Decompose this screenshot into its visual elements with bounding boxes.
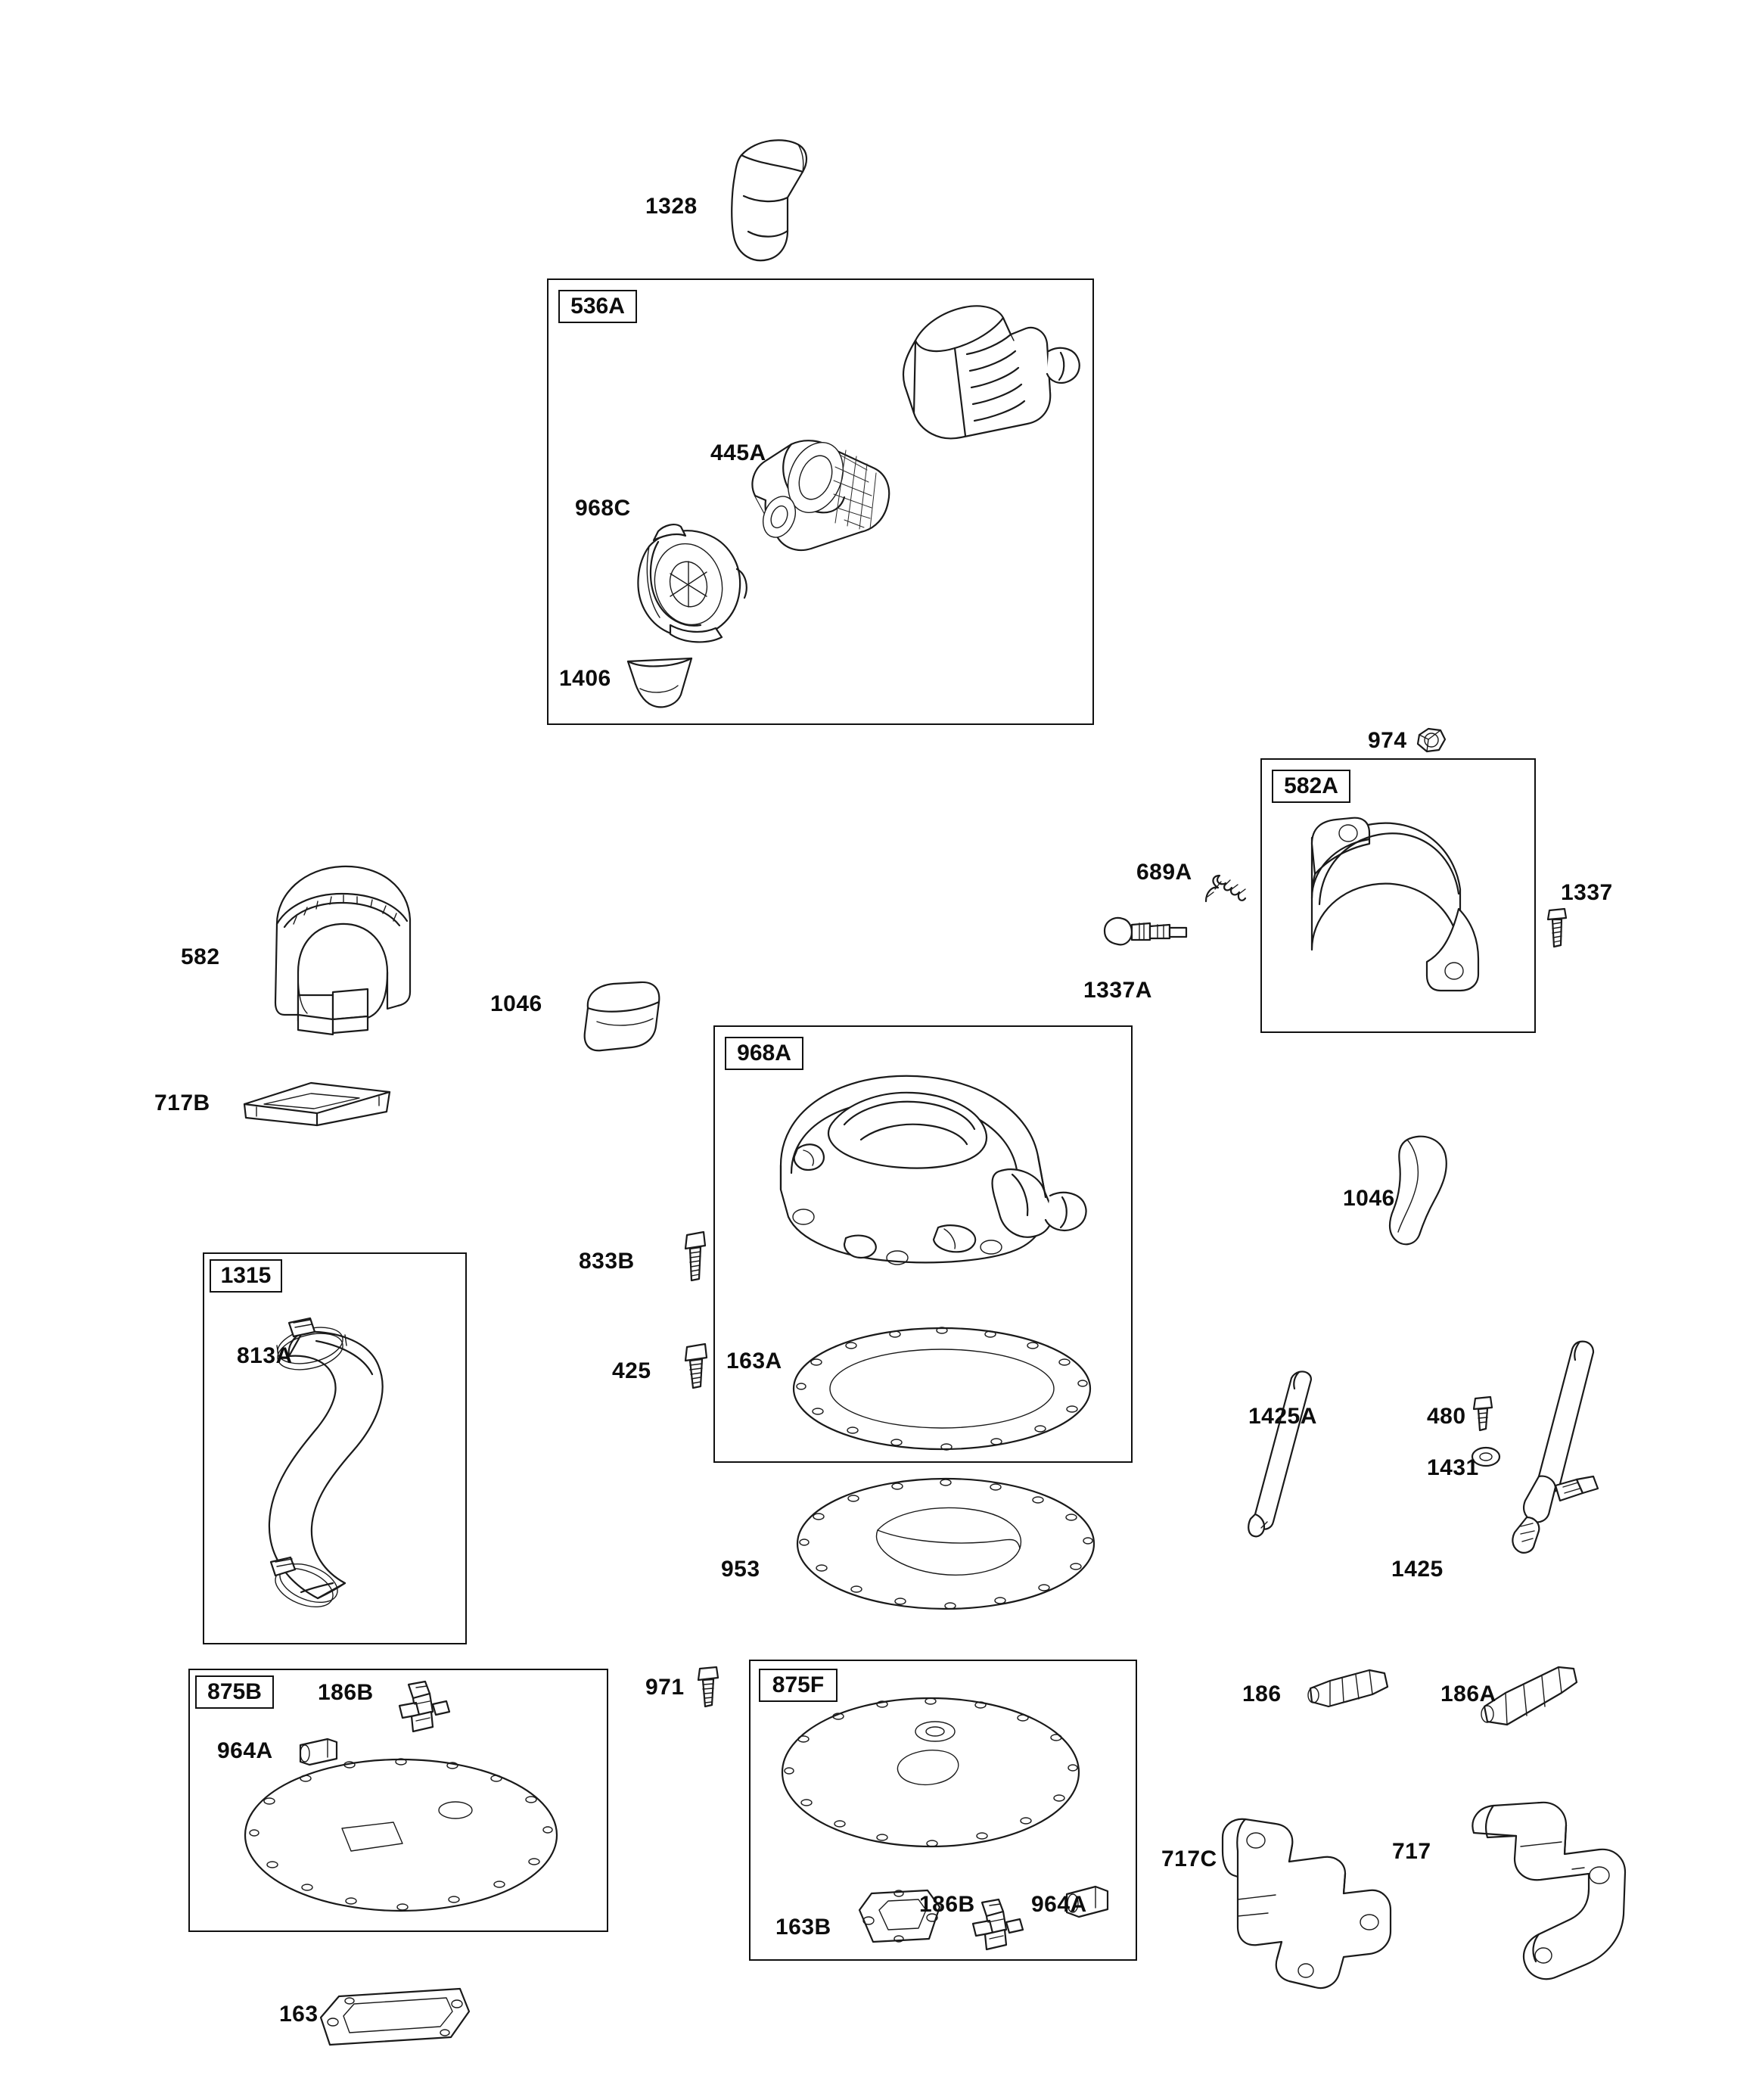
part-drawing-1315-hose <box>219 1286 462 1635</box>
callout-813A: 813A <box>237 1343 293 1368</box>
part-drawing-air-cleaner-body <box>870 295 1089 477</box>
part-drawing-1337-screw <box>1543 904 1574 957</box>
callout-163A: 163A <box>726 1349 782 1374</box>
callout-480: 480 <box>1427 1404 1466 1429</box>
part-drawing-833B-bolt <box>679 1226 714 1286</box>
part-drawing-717-bracket <box>1451 1794 1670 1998</box>
callout-1046-right: 1046 <box>1343 1186 1395 1211</box>
callout-163: 163 <box>279 2002 319 2027</box>
part-drawing-968A-housing <box>749 1059 1105 1309</box>
part-drawing-968C-cover <box>605 515 772 666</box>
part-drawing-1425-dipstick-tube <box>1504 1336 1618 1555</box>
callout-1431: 1431 <box>1427 1455 1479 1480</box>
group-tag-875B: 875B <box>195 1675 274 1709</box>
part-drawing-582-shroud <box>257 851 431 1048</box>
callout-186B-left: 186B <box>318 1680 374 1705</box>
callout-425: 425 <box>612 1358 651 1383</box>
callout-717B: 717B <box>154 1090 210 1115</box>
part-drawing-163A-gasket <box>791 1324 1093 1453</box>
callout-186: 186 <box>1242 1682 1282 1706</box>
part-drawing-875B-breather-plate <box>242 1756 560 1915</box>
callout-974: 974 <box>1368 728 1407 753</box>
callout-186B-right: 186B <box>919 1892 975 1917</box>
callout-1337A: 1337A <box>1083 978 1152 1003</box>
part-drawing-186B-valve-left <box>386 1674 454 1742</box>
callout-964A-left: 964A <box>217 1738 273 1763</box>
callout-968C: 968C <box>575 496 631 521</box>
part-drawing-1328 <box>715 132 836 284</box>
callout-1337: 1337 <box>1561 880 1613 905</box>
callout-1406: 1406 <box>559 666 611 691</box>
part-drawing-717B-bracket <box>238 1071 397 1139</box>
part-drawing-1046-left <box>571 976 670 1059</box>
callout-833B: 833B <box>579 1249 635 1274</box>
part-drawing-186-tube <box>1300 1661 1398 1722</box>
callout-1425: 1425 <box>1391 1557 1444 1582</box>
part-drawing-953-gasket <box>794 1476 1097 1612</box>
callout-971: 971 <box>645 1675 685 1700</box>
callout-1425A: 1425A <box>1248 1404 1317 1429</box>
callout-717: 717 <box>1392 1839 1431 1864</box>
callout-1328: 1328 <box>645 194 698 219</box>
callout-163B: 163B <box>775 1915 831 1940</box>
part-drawing-582A-heat-shield <box>1279 798 1513 1010</box>
part-drawing-964A-grommet-left <box>293 1733 346 1771</box>
callout-445A: 445A <box>710 440 766 465</box>
group-tag-536A: 536A <box>558 290 637 323</box>
callout-689A: 689A <box>1136 860 1192 885</box>
part-drawing-971-screw <box>694 1661 726 1714</box>
part-drawing-163-gasket <box>312 1983 478 2051</box>
part-drawing-1406-dust-cap <box>613 651 711 719</box>
part-drawing-1425A-tube <box>1245 1366 1328 1555</box>
part-drawing-974-nut <box>1409 723 1454 765</box>
callout-953: 953 <box>721 1557 760 1582</box>
part-drawing-1337A-valve <box>1097 908 1195 961</box>
group-tag-968A: 968A <box>725 1037 803 1070</box>
part-drawing-480-bolt <box>1469 1391 1500 1436</box>
part-drawing-717C-bracket <box>1210 1801 1422 1998</box>
callout-582: 582 <box>181 944 220 969</box>
callout-1046-left: 1046 <box>490 991 542 1016</box>
group-tag-1315: 1315 <box>210 1259 282 1293</box>
callout-964A-right: 964A <box>1031 1892 1087 1917</box>
callout-186A: 186A <box>1440 1682 1496 1706</box>
callout-717C: 717C <box>1161 1846 1217 1871</box>
part-drawing-875F-breather-plate <box>779 1695 1082 1854</box>
part-drawing-689A-spring <box>1195 866 1256 919</box>
group-tag-875F: 875F <box>759 1669 838 1702</box>
part-drawing-425-bolt <box>681 1339 716 1395</box>
group-tag-582A: 582A <box>1272 770 1350 803</box>
